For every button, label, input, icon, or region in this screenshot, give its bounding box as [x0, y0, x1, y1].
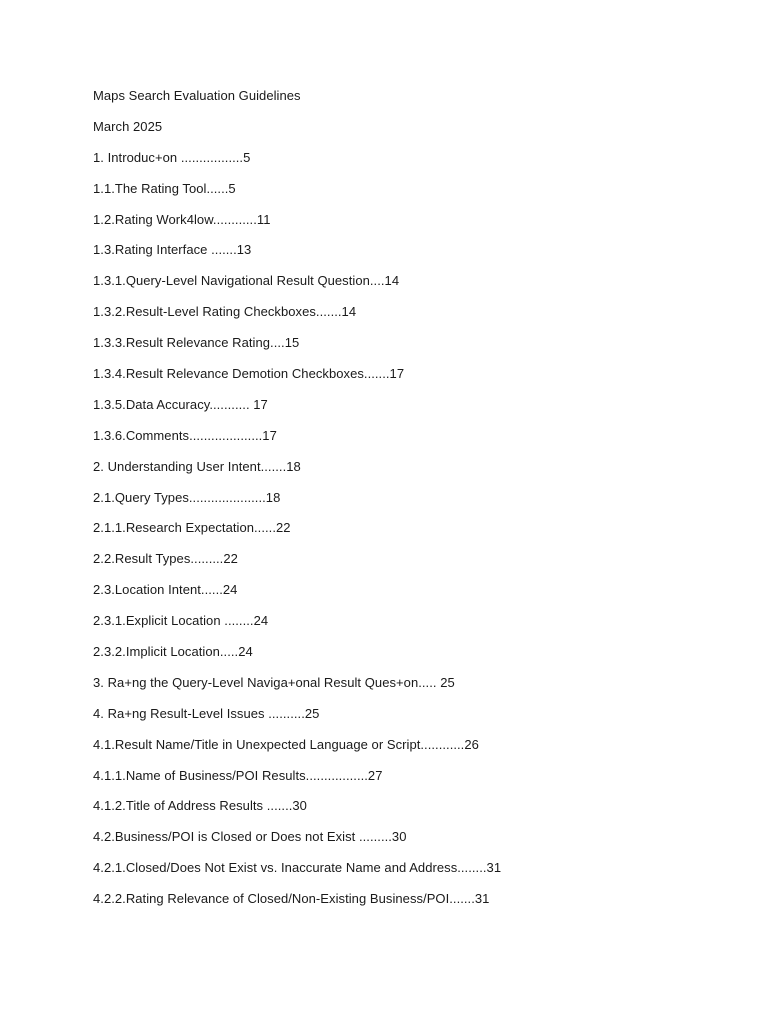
- document-title: Maps Search Evaluation Guidelines: [93, 88, 301, 103]
- toc-entry: 1.3.2.Result-Level Rating Checkboxes.......14: [93, 304, 357, 320]
- document-body: [93, 86, 733, 920]
- document-date: March 2025: [93, 118, 163, 134]
- toc-entry: 4.1.2.Title of Address Results .......30: [93, 798, 307, 814]
- toc-entry: 1. Introduc+on .................5: [93, 149, 251, 165]
- toc-entry: 4.2.2.Rating Relevance of Closed/Non-Existing Business/POI.......31: [93, 891, 490, 907]
- toc-entry: 1.3.5.Data Accuracy........... 17: [93, 396, 268, 412]
- toc-entry: 1.1.The Rating Tool......5: [93, 180, 236, 196]
- toc-entry: 2.2.Result Types.........22: [93, 551, 238, 567]
- toc-entry: 2.3.Location Intent......24: [93, 582, 238, 598]
- toc-entry: 4.2.1.Closed/Does Not Exist vs. Inaccurate Name and Address........31: [93, 860, 502, 876]
- toc-entry: 2.3.2.Implicit Location.....24: [93, 644, 253, 660]
- toc-entry: 4.1.Result Name/Title in Unexpected Language or Script............26: [93, 736, 479, 752]
- toc-entry: 4.1.1.Name of Business/POI Results.................27: [93, 767, 383, 783]
- toc-entry: 1.3.6.Comments....................17: [93, 427, 277, 443]
- toc-entry: 1.3.1.Query-Level Navigational Result Question....14: [93, 273, 400, 289]
- toc-entry: 1.3.3.Result Relevance Rating....15: [93, 335, 300, 351]
- toc-entry: 2.1.1.Research Expectation......22: [93, 520, 291, 536]
- toc-entry: 2.3.1.Explicit Location ........24: [93, 613, 269, 629]
- toc-entry: 2.1.Query Types.....................18: [93, 489, 281, 505]
- toc-entry: 3. Ra+ng the Query-Level Naviga+onal Result Ques+on..... 25: [93, 674, 455, 690]
- toc-entry: 1.2.Rating Work4low............11: [93, 211, 271, 227]
- toc-entry: 2. Understanding User Intent.......18: [93, 458, 301, 474]
- toc-entry: 1.3.4.Result Relevance Demotion Checkboxes.......17: [93, 366, 405, 382]
- toc-entry: 4.2.Business/POI is Closed or Does not Exist .........30: [93, 829, 407, 845]
- toc-entry: 1.3.Rating Interface .......13: [93, 242, 252, 258]
- toc-entry: 4. Ra+ng Result-Level Issues ..........25: [93, 705, 320, 721]
